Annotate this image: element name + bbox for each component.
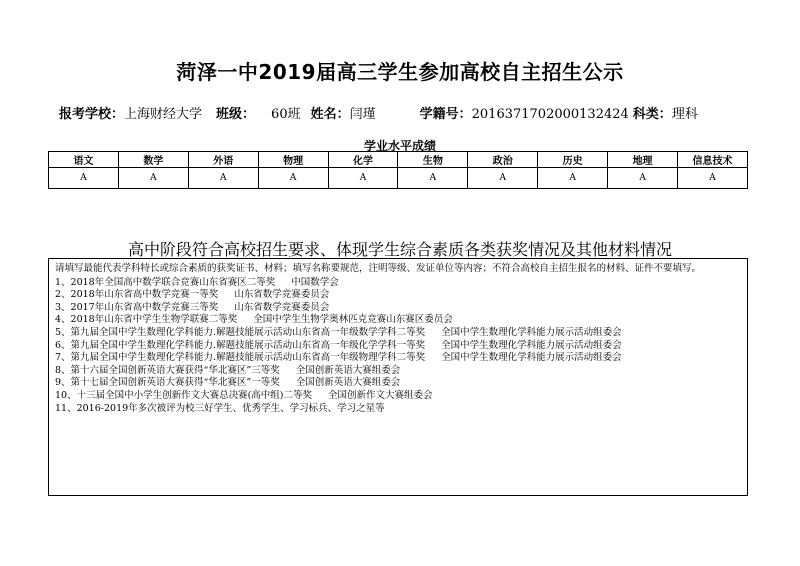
award-issuer: 全国中学生生物学奥林匹克竞赛山东赛区委员会 (253, 314, 453, 326)
class-value: 60班 (271, 107, 301, 122)
class-label: 班级： (216, 107, 256, 122)
type-value: 理科 (671, 107, 698, 122)
grade-cell: A (188, 168, 258, 189)
grade-cell: A (538, 168, 608, 189)
award-issuer: 全国创新作文大赛组委会 (328, 389, 433, 401)
type-label: 科类： (632, 107, 672, 122)
award-item (55, 277, 741, 290)
award-issuer: 山东省数学竞赛委员会 (234, 289, 330, 301)
subject-header: 政治 (468, 152, 538, 168)
award-text: 9、第十七届全国创新英语大赛获得“华北赛区”一等奖 (55, 377, 280, 389)
award-text: 10、十三届全国中小学生创新作文大赛总决赛(高中组)二等奖 (55, 389, 313, 401)
award-item (55, 314, 741, 327)
award-item (55, 365, 741, 378)
student-info (59, 103, 800, 123)
award-issuer: 中国数学会 (291, 276, 339, 288)
name-label: 姓名： (310, 107, 350, 122)
award-issuer: 山东省数学竞赛委员会 (234, 301, 330, 313)
award-issuer: 全国创新英语大赛组委会 (295, 377, 401, 389)
award-item (55, 340, 741, 353)
award-text: 5、第九届全国中学生数理化学科能力.解题技能展示活动山东省高一年级数学学科二等奖 (55, 326, 426, 338)
subject-header: 物理 (258, 152, 328, 168)
school-label: 报考学校： (59, 107, 125, 122)
id-value: 2016371702000132424 (471, 107, 629, 122)
award-item (55, 289, 741, 302)
grade-cell: A (118, 168, 188, 189)
subject-header: 数学 (118, 152, 188, 168)
grades-header-row (49, 152, 748, 168)
grades-table (48, 151, 748, 189)
awards-box (48, 258, 748, 496)
awards-list (55, 277, 741, 416)
grade-cell: A (258, 168, 328, 189)
award-item (55, 390, 741, 403)
grade-cell: A (49, 168, 119, 189)
award-text: 7、第九届全国中学生数理化学科能力.解题技能展示活动山东省高一年级物理学科二等奖 (55, 352, 426, 364)
award-item (55, 403, 741, 416)
subject-header: 外语 (188, 152, 258, 168)
grades-value-row (49, 168, 748, 189)
award-text: 8、第十六届全国创新英语大赛获得“华北赛区”三等奖 (55, 364, 280, 376)
grade-cell: A (678, 168, 748, 189)
award-text: 6、第九届全国中学生数理化学科能力.解题技能展示活动山东省高一年级化学学科一等奖 (55, 339, 426, 351)
award-text: 3、2017年山东省高中数学竞赛三等奖 (55, 301, 219, 313)
award-issuer: 全国创新英语大赛组委会 (295, 364, 401, 376)
name-value: 闫瑾 (349, 107, 376, 122)
award-text: 11、2016-2019年多次被评为校三好学生、优秀学生、学习标兵、学习之星等 (55, 402, 385, 414)
grade-cell: A (468, 168, 538, 189)
grade-cell: A (328, 168, 398, 189)
award-issuer: 全国中学生数理化学科能力展示活动组委会 (441, 339, 622, 351)
award-text: 4、2018年山东省中学生生物学联赛二等奖 (55, 314, 238, 326)
subject-header: 地理 (608, 152, 678, 168)
award-text: 2、2018年山东省高中数学竞赛一等奖 (55, 289, 219, 301)
award-issuer: 全国中学生数理化学科能力展示活动组委会 (441, 326, 622, 338)
subject-header: 信息技术 (678, 152, 748, 168)
subject-header: 化学 (328, 152, 398, 168)
award-item (55, 327, 741, 340)
subject-header: 历史 (538, 152, 608, 168)
award-item (55, 352, 741, 365)
award-item (55, 377, 741, 390)
grade-cell: A (398, 168, 468, 189)
subject-header: 语文 (49, 152, 119, 168)
page-title: 菏泽一中2019届高三学生参加高校自主招生公示 (176, 60, 624, 84)
award-issuer: 全国中学生数理化学科能力展示活动组委会 (441, 352, 622, 364)
award-text: 1、2018年全国高中数学联合竞赛山东省赛区二等奖 (55, 276, 276, 288)
school-value: 上海财经大学 (124, 107, 203, 122)
subject-header: 生物 (398, 152, 468, 168)
grades-title: 学业水平成绩 (363, 139, 436, 153)
award-item (55, 302, 741, 315)
awards-title: 高中阶段符合高校招生要求、体现学生综合素质各类获奖情况及其他材料情况 (127, 240, 672, 259)
id-label: 学籍号： (419, 107, 472, 122)
grade-cell: A (608, 168, 678, 189)
instructions-text: 请填写最能代表学科特长或综合素质的获奖证书、材料；填写名称要规范，注明等级、发证单位等内容；不符合高校自主招生报名的材料、证件不要填写。 (55, 263, 702, 274)
